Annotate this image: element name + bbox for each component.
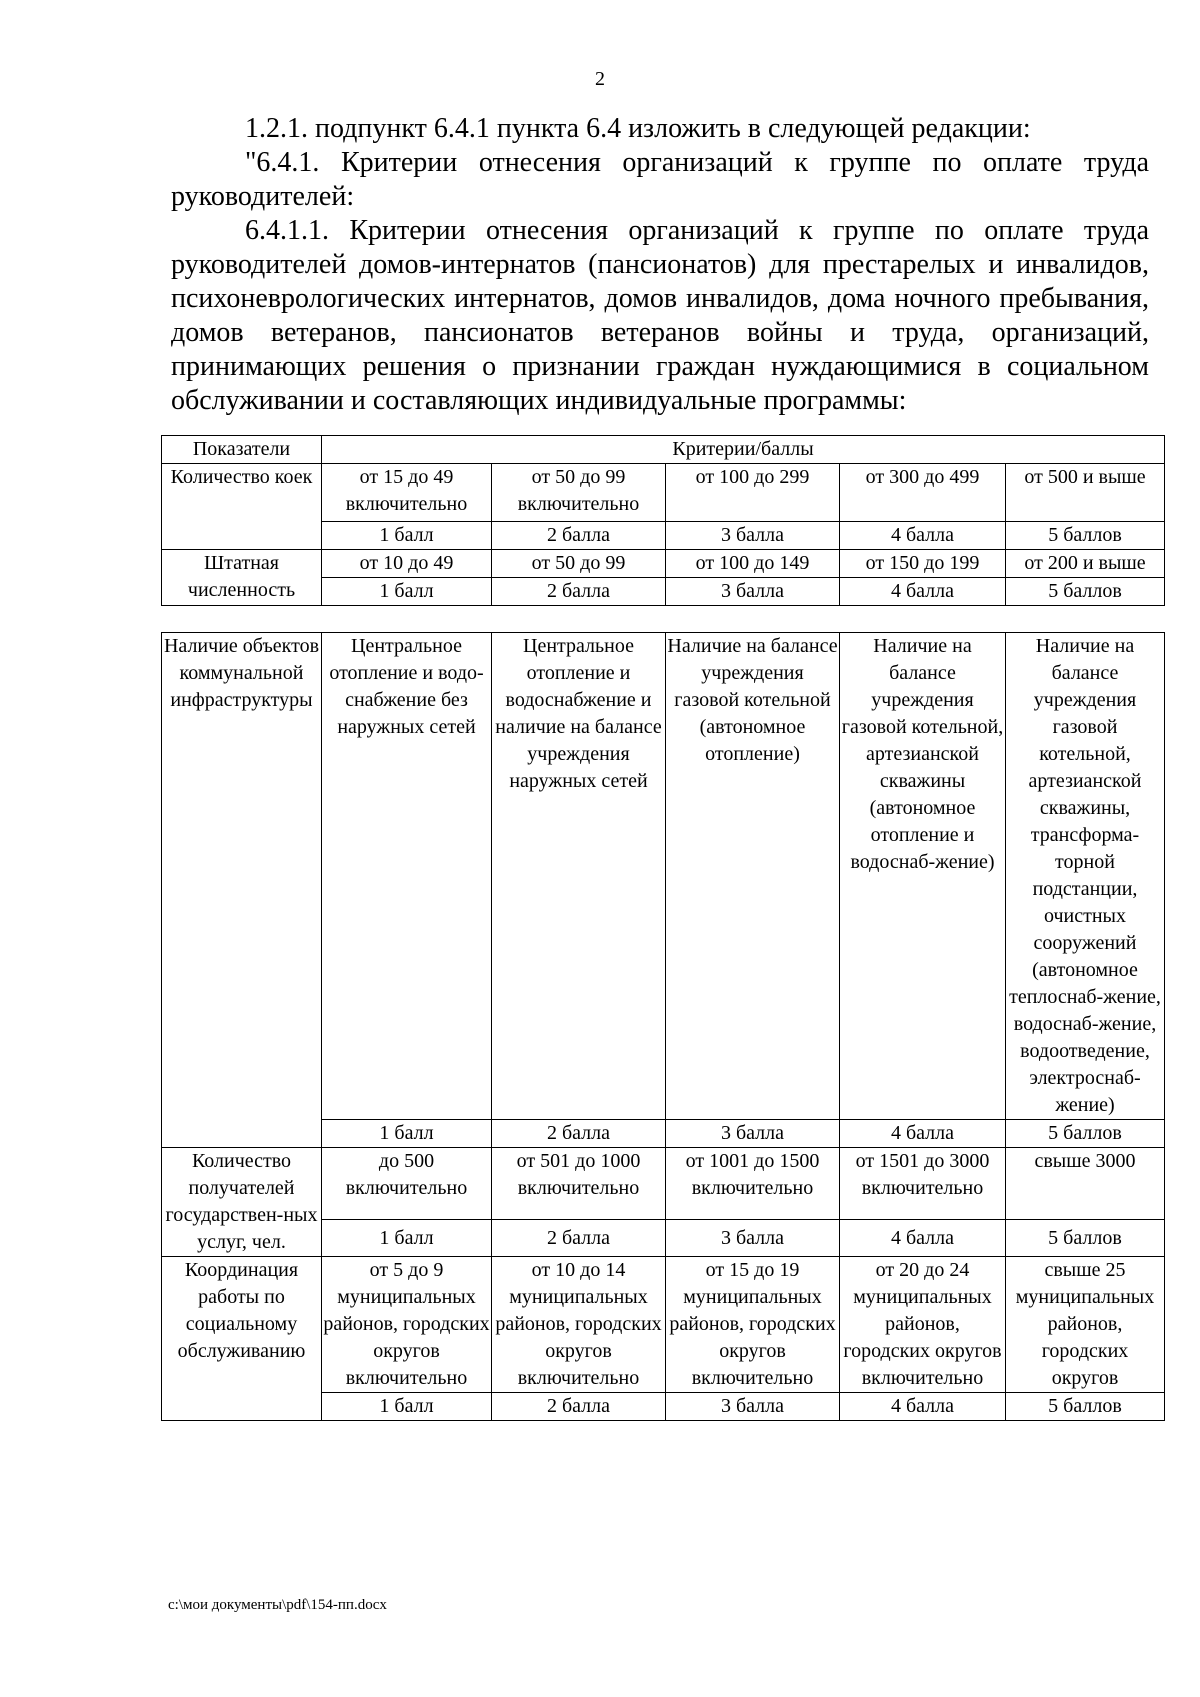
criteria-cell: до 500 включительно bbox=[322, 1148, 492, 1220]
criteria-cell: свыше 3000 bbox=[1006, 1148, 1165, 1220]
points-cell: 5 баллов bbox=[1006, 1220, 1165, 1257]
criteria-cell: от 15 до 49 включительно bbox=[322, 464, 492, 522]
points-cell: 3 балла bbox=[666, 1220, 840, 1257]
paragraph-criteria-detail: 6.4.1.1. Критерии отнесения организаций к группе по оплате труда руководителей домов-интернатов (пансионатов) для престарелых и инвалидов, психоневрологических интернатов, домов инвалидов, дома ночного пребывания, домов ветеранов, пансионатов ветеранов войны и труда, организаций, принимающих решения о признании граждан нуждающимися в социальном обслуживании и составляющих индивидуальные программы: bbox=[171, 215, 1149, 416]
points-cell: 2 балла bbox=[492, 1220, 666, 1257]
criteria-cell: свыше 25 муниципальных районов, городских округов bbox=[1006, 1257, 1165, 1393]
points-cell: 4 балла bbox=[840, 1393, 1006, 1421]
criteria-cell: от 150 до 199 bbox=[840, 550, 1006, 578]
document-body bbox=[171, 112, 1149, 418]
criteria-cell: от 1501 до 3000 включительно bbox=[840, 1148, 1006, 1220]
points-cell: 2 балла bbox=[492, 522, 666, 550]
criteria-cell: от 1001 до 1500 включительно bbox=[666, 1148, 840, 1220]
criteria-cell: от 501 до 1000 включительно bbox=[492, 1148, 666, 1220]
criteria-cell: от 100 до 299 bbox=[666, 464, 840, 522]
table-header-row bbox=[162, 436, 1165, 464]
criteria-cell: от 50 до 99 включительно bbox=[492, 464, 666, 522]
footer-file-path: c:\мои документы\pdf\154-пп.docx bbox=[168, 1597, 387, 1613]
points-cell: 4 балла bbox=[840, 578, 1006, 606]
points-cell: 2 балла bbox=[492, 1120, 666, 1148]
points-cell: 5 баллов bbox=[1006, 522, 1165, 550]
points-cell: 1 балл bbox=[322, 578, 492, 606]
points-cell: 1 балл bbox=[322, 1393, 492, 1421]
criteria-table-part-2 bbox=[161, 632, 1165, 1421]
points-cell: 3 балла bbox=[666, 578, 840, 606]
criteria-cell: от 5 до 9 муниципальных районов, городских округов включительно bbox=[322, 1257, 492, 1393]
paragraph-amendment: 1.2.1. подпункт 6.4.1 пункта 6.4 изложить в следующей редакции: bbox=[245, 113, 1031, 144]
criteria-cell: от 200 и выше bbox=[1006, 550, 1165, 578]
criteria-cell: Наличие на балансе учреждения газовой котельной, артезианской скважины (автономное отопление и водоснаб-жение) bbox=[840, 633, 1006, 1120]
table-row bbox=[162, 1148, 1165, 1220]
points-cell: 2 балла bbox=[492, 1393, 666, 1421]
criteria-table-part-1 bbox=[161, 435, 1165, 606]
paragraph-criteria-intro: "6.4.1. Критерии отнесения организаций к группе по оплате труда руководителей: bbox=[171, 147, 1149, 212]
points-cell: 5 баллов bbox=[1006, 1120, 1165, 1148]
criteria-cell: Центральное отопление и водоснабжение и наличие на балансе учреждения наружных сетей bbox=[492, 633, 666, 1120]
points-cell: 4 балла bbox=[840, 1120, 1006, 1148]
criteria-cell: от 500 и выше bbox=[1006, 464, 1165, 522]
criteria-cell: от 10 до 49 bbox=[322, 550, 492, 578]
criteria-cell: от 15 до 19 муниципальных районов, городских округов включительно bbox=[666, 1257, 840, 1393]
points-cell: 1 балл bbox=[322, 1220, 492, 1257]
criteria-cell: Наличие на балансе учреждения газовой котельной, артезианской скважины, трансформа-торной подстанции, очистных сооружений (автономное теплоснаб-жение, водоснаб-жение, водоотведение, электроснаб-жение) bbox=[1006, 633, 1165, 1120]
criteria-cell: от 300 до 499 bbox=[840, 464, 1006, 522]
points-cell: 3 балла bbox=[666, 522, 840, 550]
points-cell: 4 балла bbox=[840, 1220, 1006, 1257]
criteria-cell: от 10 до 14 муниципальных районов, городских округов включительно bbox=[492, 1257, 666, 1393]
criteria-cell: Центральное отопление и водо-снабжение без наружных сетей bbox=[322, 633, 492, 1120]
criteria-cell: от 50 до 99 bbox=[492, 550, 666, 578]
page-number: 2 bbox=[595, 68, 605, 90]
row-indicator: Наличие объектов коммунальной инфраструктуры bbox=[162, 633, 322, 1148]
table-row bbox=[162, 633, 1165, 1120]
criteria-cell: Наличие на балансе учреждения газовой котельной (автономное отопление) bbox=[666, 633, 840, 1120]
points-cell: 2 балла bbox=[492, 578, 666, 606]
row-indicator: Количество получателей государствен-ных услуг, чел. bbox=[162, 1148, 322, 1257]
table-row bbox=[162, 1257, 1165, 1393]
points-cell: 1 балл bbox=[322, 522, 492, 550]
header-criteria: Критерии/баллы bbox=[322, 436, 1165, 464]
points-cell: 5 баллов bbox=[1006, 578, 1165, 606]
table-row bbox=[162, 464, 1165, 522]
row-indicator: Штатная численность bbox=[162, 550, 322, 606]
row-indicator: Количество коек bbox=[162, 464, 322, 550]
header-indicators: Показатели bbox=[162, 436, 322, 464]
points-cell: 3 балла bbox=[666, 1393, 840, 1421]
points-cell: 3 балла bbox=[666, 1120, 840, 1148]
points-cell: 1 балл bbox=[322, 1120, 492, 1148]
criteria-cell: от 20 до 24 муниципальных районов, городских округов включительно bbox=[840, 1257, 1006, 1393]
points-cell: 5 баллов bbox=[1006, 1393, 1165, 1421]
table-row bbox=[162, 550, 1165, 578]
criteria-cell: от 100 до 149 bbox=[666, 550, 840, 578]
points-cell: 4 балла bbox=[840, 522, 1006, 550]
row-indicator: Координация работы по социальному обслуживанию bbox=[162, 1257, 322, 1421]
